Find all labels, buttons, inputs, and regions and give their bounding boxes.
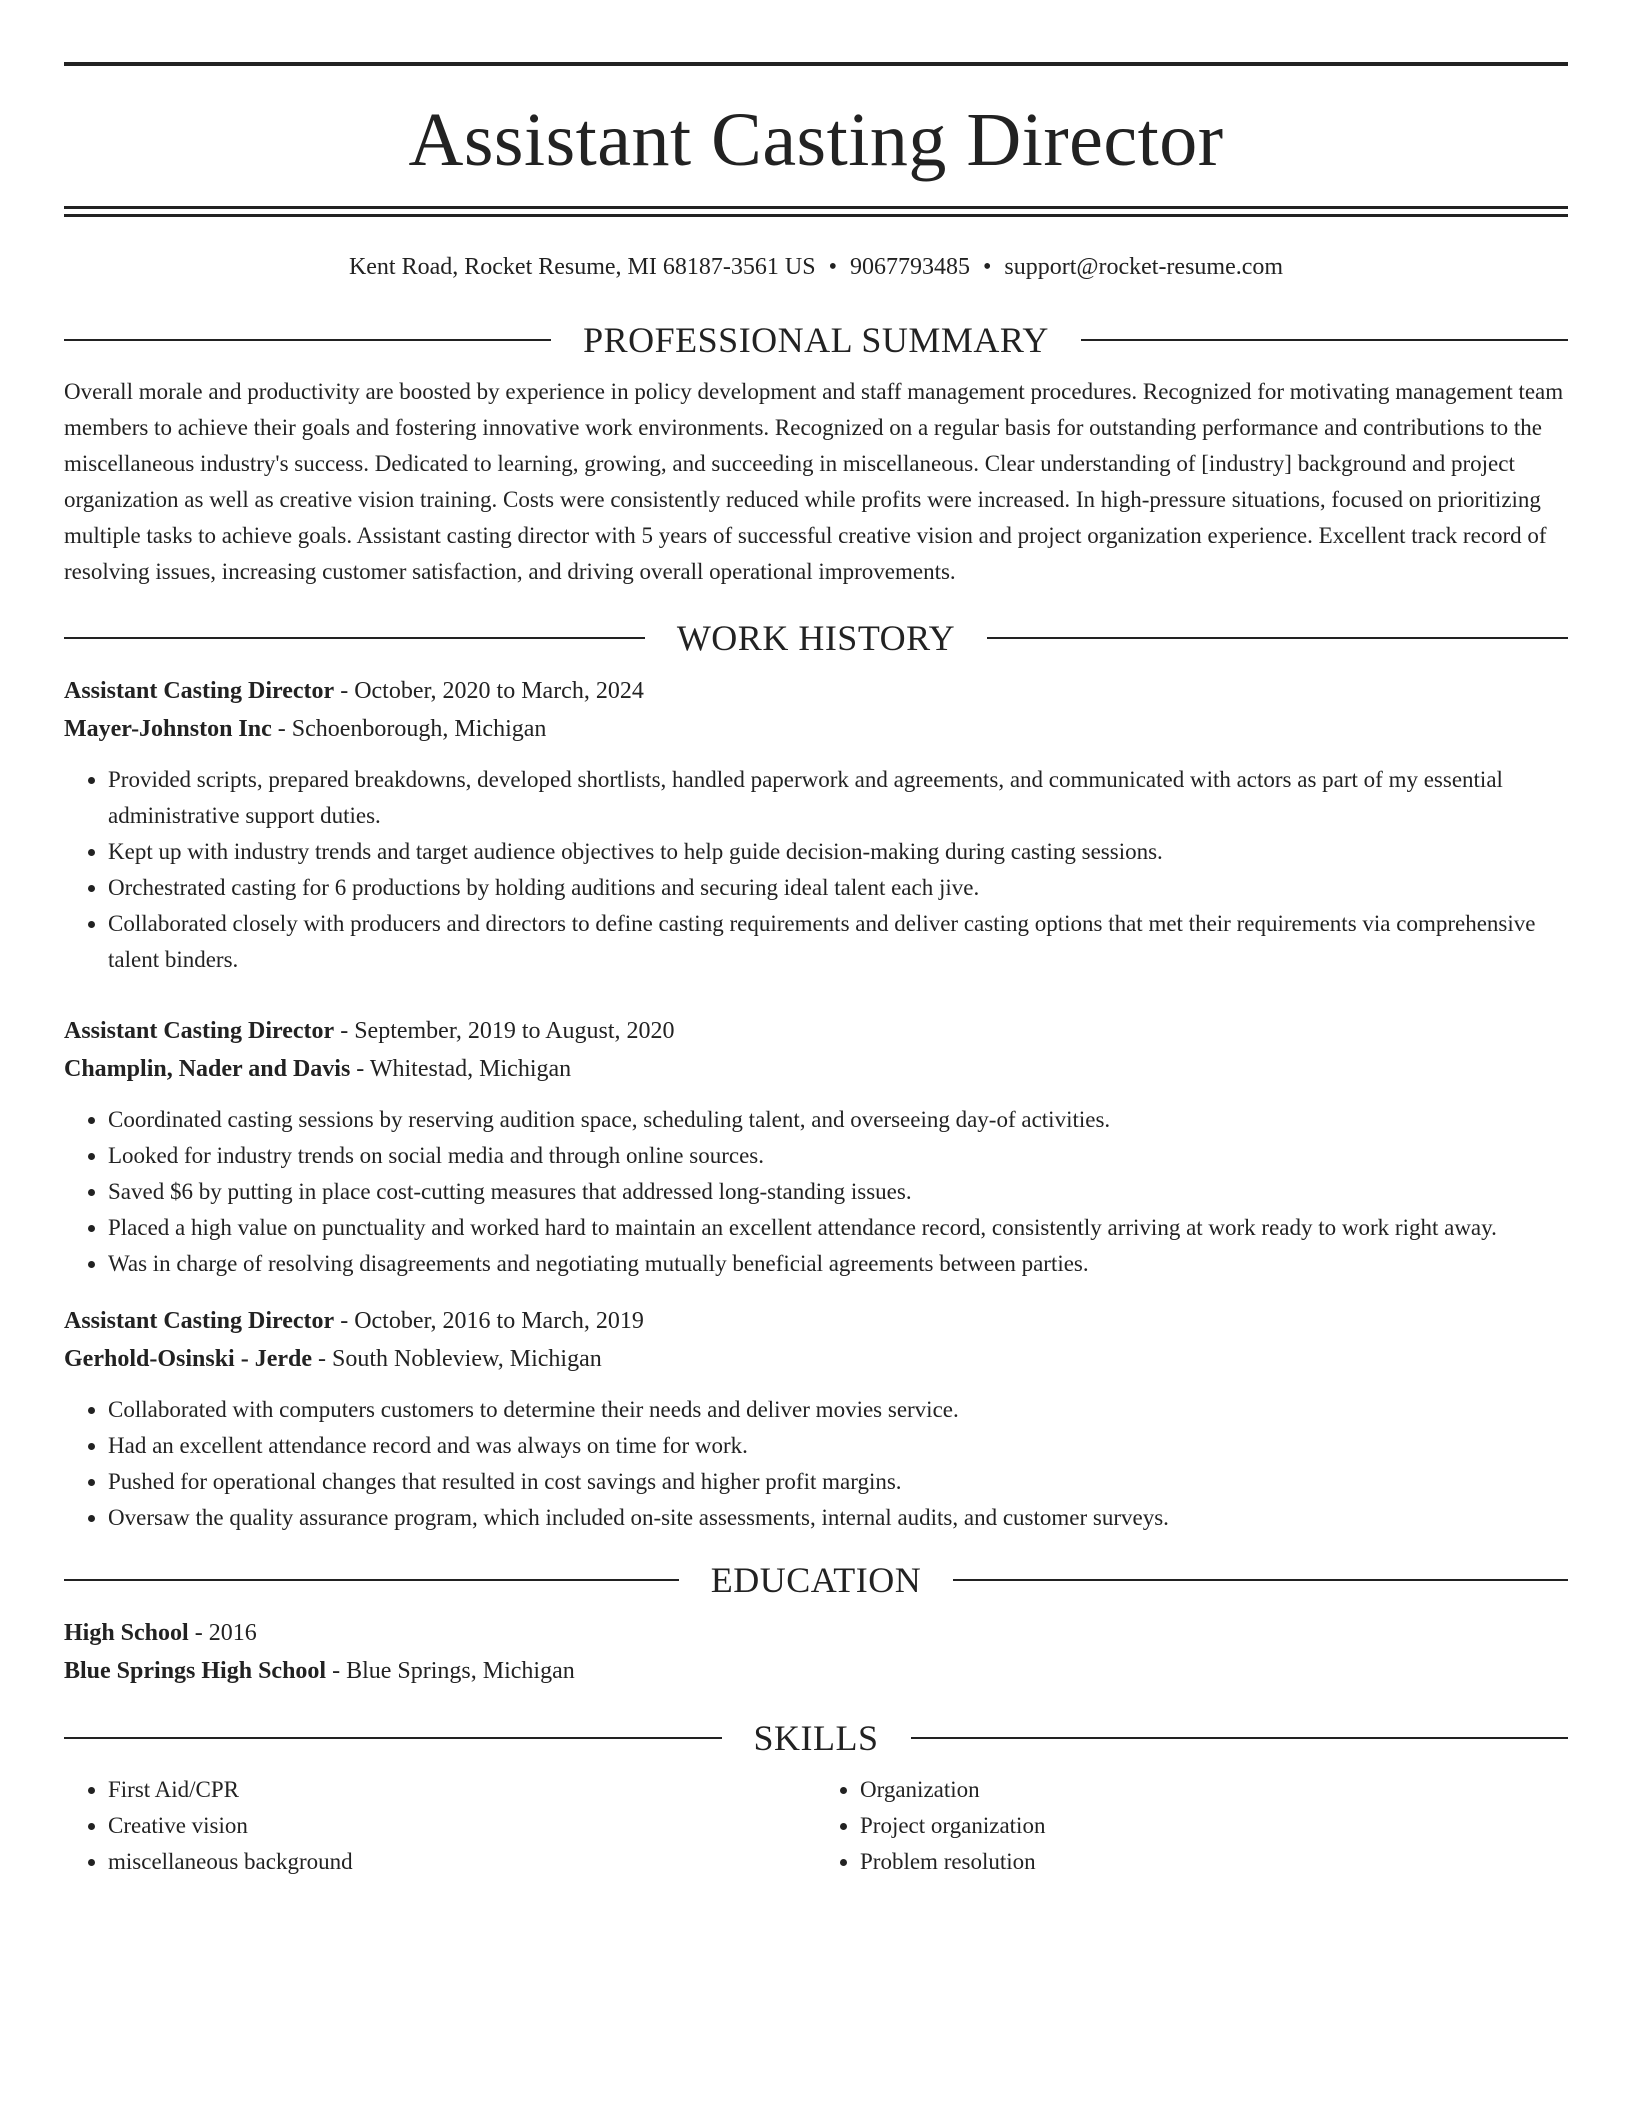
summary-heading: PROFESSIONAL SUMMARY [583,319,1049,360]
summary-section-header [64,319,1568,360]
skills-list [64,1772,1568,1880]
job-dates: - October, 2020 to March, 2024 [340,677,644,704]
skills-heading: SKILLS [753,1717,879,1758]
contact-address: Kent Road, Rocket Resume, MI 68187-3561 US [348,254,816,280]
section-rule-right [911,1737,1569,1739]
section-rule-right [987,637,1568,639]
education-heading: EDUCATION [710,1559,922,1600]
job-company-line [64,1340,1568,1378]
job-title: Assistant Casting Director [64,1307,335,1334]
contact-phone: 9067793485 [849,254,970,280]
contact-separator: • [828,254,837,280]
job-location: - Whitestad, Michigan [356,1055,572,1082]
skills-section-header [64,1717,1568,1758]
section-rule-left [64,637,645,639]
job-bullet: • Orchestrated casting for 6 productions by holding auditions and securing ideal talent each jive. [108,870,1568,906]
work-section-header [64,617,1568,658]
job-company: Mayer-Johnston Inc [64,715,272,742]
job-company-line [64,1050,1568,1088]
title-double-rule [64,206,1568,217]
education-degree: High School [64,1619,189,1646]
job-bullet: • Collaborated closely with producers and directors to define casting requirements and deliver casting options that met their requirements via comprehensive talent binders. [108,906,1568,978]
job-bullet: • Had an excellent attendance record and was always on time for work. [108,1428,1568,1464]
job-dates: - September, 2019 to August, 2020 [340,1017,675,1044]
education-year: - 2016 [194,1619,257,1646]
section-rule-left [64,1737,722,1739]
job-company: Gerhold-Osinski - Jerde [64,1345,313,1372]
section-rule-right [953,1579,1568,1581]
skill-item: • Creative vision [108,1808,816,1844]
skill-item: • miscellaneous background [108,1844,816,1880]
work-heading: WORK HISTORY [676,617,956,658]
education-school-line [64,1652,1568,1690]
job-title: Assistant Casting Director [64,1017,335,1044]
job-bullet: • Provided scripts, prepared breakdowns, developed shortlists, handled paperwork and agreements, and communicated with actors as part of my essential administrative support duties. [108,762,1568,834]
skill-item: • Problem resolution [860,1844,1568,1880]
job-bullet: • Placed a high value on punctuality and worked hard to maintain an excellent attendance record, consistently arriving at work ready to work right away. [108,1210,1568,1246]
job-bullet: • Pushed for operational changes that resulted in cost savings and higher profit margins. [108,1464,1568,1500]
job-bullets [64,1392,1568,1536]
job-bullet: • Was in charge of resolving disagreements and negotiating mutually beneficial agreements between parties. [108,1246,1568,1282]
skill-item: • Organization [860,1772,1568,1808]
job-company: Champlin, Nader and Davis [64,1055,351,1082]
job-bullet: • Saved $6 by putting in place cost-cutting measures that addressed long-standing issues. [108,1174,1568,1210]
job-bullets [64,1102,1568,1282]
contact-email[interactable]: support@rocket-resume.com [1004,254,1284,280]
job-title: Assistant Casting Director [64,677,335,704]
job-company-line [64,710,1568,748]
resume-title: Assistant Casting Director [408,98,1224,182]
job-location: - South Nobleview, Michigan [318,1345,602,1372]
education-section-header [64,1559,1568,1600]
job-bullet: • Coordinated casting sessions by reserving audition space, scheduling talent, and overseeing day-of activities. [108,1102,1568,1138]
contact-separator: • [982,254,992,280]
job-title-line [64,1012,1568,1050]
job-location: - Schoenborough, Michigan [277,715,547,742]
job-entry-3 [64,1302,1568,1536]
section-rule-left [64,1579,679,1581]
job-title-line [64,672,1568,710]
section-rule-right [1081,339,1568,341]
skills-column-left [64,1772,816,1880]
job-bullets [64,762,1568,978]
job-entry-1 [64,672,1568,978]
job-bullet: • Kept up with industry trends and target audience objectives to help guide decision-making during casting sessions. [108,834,1568,870]
education-degree-line [64,1614,1568,1652]
job-bullet: • Looked for industry trends on social media and through online sources. [108,1138,1568,1174]
education-school: Blue Springs High School [64,1657,327,1684]
skill-item: • Project organization [860,1808,1568,1844]
skill-item: • First Aid/CPR [108,1772,816,1808]
job-dates: - October, 2016 to March, 2019 [340,1307,644,1334]
job-bullet: • Collaborated with computers customers to determine their needs and deliver movies service. [108,1392,1568,1428]
summary-text: Overall morale and productivity are boosted by experience in policy development and staff management procedures. Recognized for motivating management team members to achieve their goals and fostering innovative work environments. Recognized on a regular basis for outstanding performance and contributions to the miscellaneous industry's success. Dedicated to learning, growing, and succeeding in miscellaneous. Clear understanding of [industry] background and project organization as well as creative vision training. Costs were consistently reduced while profits were increased. In high-pressure situations, focused on prioritizing multiple tasks to achieve goals. Assistant casting director with 5 years of successful creative vision and project organization experience. Excellent track record of resolving issues, increasing customer satisfaction, and driving overall operational improvements. [64,378,1564,584]
job-entry-2 [64,1012,1568,1282]
skills-column-right [816,1772,1568,1880]
section-rule-left [64,339,551,341]
contact-line [64,253,1568,282]
education-location: - Blue Springs, Michigan [332,1657,575,1684]
top-rule [64,62,1568,66]
job-bullet: • Oversaw the quality assurance program, which included on-site assessments, internal audits, and customer surveys. [108,1500,1568,1536]
job-title-line [64,1302,1568,1340]
